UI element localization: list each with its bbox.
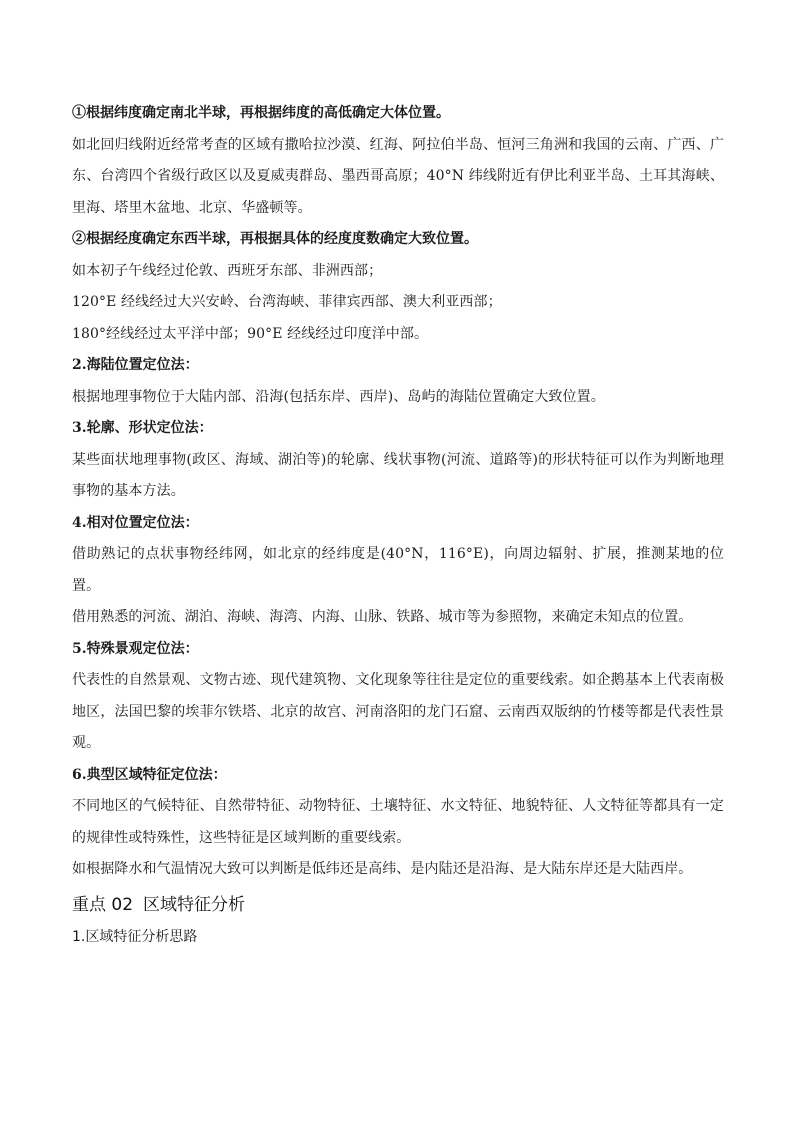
sea-land-text: 根据地理事物位于大陆内部、沿海(包括东岸、西岸)、岛屿的海陆位置确定大致位置。: [72, 388, 605, 405]
document-page: [72, 98, 724, 952]
relative-position-text-1: 借助熟记的点状事物经纬网，如北京的经纬度是(40°N，116°E)，向周边辐射、扩展，推测某地的位置。: [72, 546, 724, 594]
outline-text: 某些面状地理事物(政区、海域、湖泊等)的轮廓、线状事物(河流、道路等)的形状特征可以作为判断地理事物的基本方法。: [72, 451, 724, 499]
landscape-text: 代表性的自然景观、文物古迹、现代建筑物、文化现象等往往是定位的重要线索。如企鹅基本上代表南极地区，法国巴黎的埃菲尔铁塔、北京的故宫、河南洛阳的龙门石窟、云南西双版纳的竹楼等都是代表性景观。: [72, 672, 724, 751]
subsection-title: 1.区域特征分析思路: [72, 928, 198, 945]
section-heading: [72, 888, 724, 922]
typical-region-text-1: 不同地区的气候特征、自然带特征、动物特征、土壤特征、水文特征、地貌特征、人文特征等都具有一定的规律性或特殊性，这些特征是区域判断的重要线索。: [72, 798, 724, 846]
latitude-method-text: 如北回归线附近经常考查的区域有撒哈拉沙漠、红海、阿拉伯半岛、恒河三角洲和我国的云南、广西、广东、台湾四个省级行政区以及夏威夷群岛、墨西哥高原；40°N 纬线附近有伊比利亚半岛、土耳其海峡、里海、塔里木盆地、北京、华盛顿等。: [72, 136, 724, 216]
relative-position-text-2: 借用熟悉的河流、湖泊、海峡、海湾、内海、山脉、铁路、城市等为参照物，来确定未知点的位置。: [72, 609, 693, 625]
section-number: 重点 02: [72, 894, 134, 915]
typical-region-heading: 6.典型区域特征定位法：: [72, 766, 227, 783]
relative-position-heading: 4.相对位置定位法：: [72, 514, 199, 531]
section-title: 区域特征分析: [143, 894, 246, 915]
typical-region-text-2: 如根据降水和气温情况大致可以判断是低纬还是高纬、是内陆还是沿海、是大陆东岸还是大陆西岸。: [72, 861, 693, 877]
longitude-text-3: 180°经线经过太平洋中部；90°E 经线经过印度洋中部。: [72, 325, 429, 342]
longitude-method-heading: ②根据经度确定东西半球，再根据具体的经度度数确定大致位置。: [72, 231, 478, 247]
sea-land-heading: 2.海陆位置定位法：: [72, 357, 199, 373]
longitude-text-1: 如本初子午线经过伦敦、西班牙东部、非洲西部；: [72, 262, 383, 279]
landscape-heading: 5.特殊景观定位法：: [72, 640, 199, 657]
outline-heading: 3.轮廓、形状定位法：: [72, 420, 213, 436]
longitude-text-2: 120°E 经线经过大兴安岭、台湾海峡、菲律宾西部、澳大利亚西部；: [72, 294, 502, 310]
latitude-method-heading: ①根据纬度确定南北半球，再根据纬度的高低确定大体位置。: [72, 105, 450, 121]
